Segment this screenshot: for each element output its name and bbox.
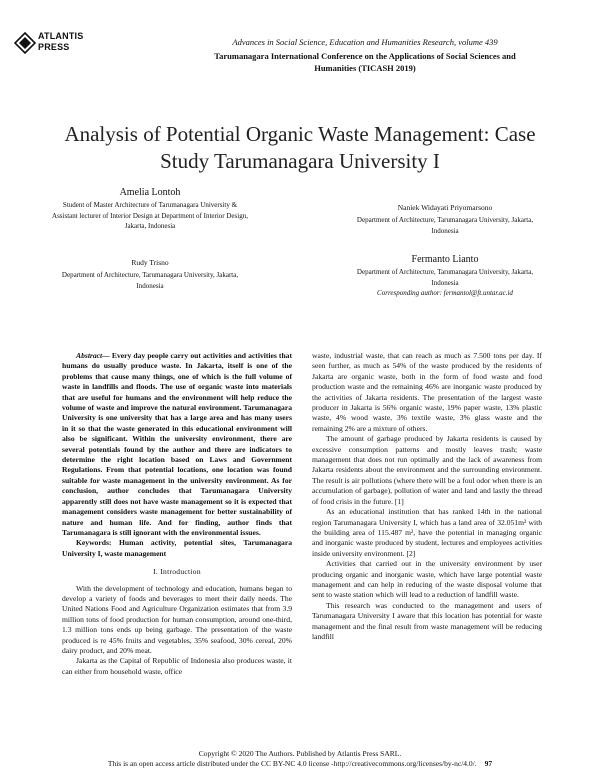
left-column	[62, 351, 292, 677]
copyright-line: Copyright © 2020 The Authors. Published by Atlantis Press SARL.	[198, 749, 402, 758]
journal-name: Advances in Social Science, Education and Humanities Research, volume 439	[232, 37, 498, 47]
paragraph: This research was conducted to the management and users of Tarumanagara University I aware that this location has potential for waste management and the final result from waste management will be reducing landfill	[312, 600, 542, 641]
atlantis-press-logo-icon	[14, 32, 36, 54]
paragraph: As an educational institution that has ranked 14th in the national region Tarumanagara University I, which has a land area of 32.051m² with the building area of 115.487 m², have the potential in managing organic and inorganic waste produced by student, lectures and employees activities inside university environment. [2]	[312, 507, 542, 558]
author-name: Rudy Trisno	[131, 258, 169, 267]
conference-name: Tarumanagara International Conference on the Applications of Social Sciences and Humanities (TICASH 2019)	[214, 51, 516, 73]
paragraph: Jakarta as the Capital of Republic of Indonesia also produces waste, it can either from household waste, office	[62, 656, 292, 676]
license-line	[0, 759, 600, 769]
page-number: 97	[484, 759, 493, 768]
author-name: Fermanto Lianto	[411, 254, 479, 265]
logo-line-2: PRESS	[38, 42, 70, 52]
author-block-2	[52, 256, 248, 291]
author-name: Amelia Lontoh	[119, 187, 181, 198]
author-block-4	[350, 253, 540, 299]
abstract-lead: Abstract—	[76, 351, 110, 360]
author-affiliation: Department of Architecture, Tarumanagara University, Jakarta, Indonesia	[61, 271, 239, 290]
paragraph: The amount of garbage produced by Jakarta residents is caused by excessive consumption patterns and mostly leaves trash; waste management that does not run optimally and the lack of awareness from Jakarta residents about the environment and the surrounding environment. The result is air pollutions (where there will be a foul odor when there is an accumulation of garbage), pollution of water and land and lastly the thread of food crisis in the future. [1]	[312, 434, 542, 506]
author-affiliation: Department of Architecture, Tarumanagara University, Jakarta, Indonesia	[356, 268, 534, 287]
paper-title: Analysis of Potential Organic Waste Management: Case Study Tarumanagara University I	[64, 122, 536, 173]
author-affiliation: Student of Master Architecture of Tarumanagara University & Assistant lecturer of Interior Design at Department of Interior Design, Jakarta, Indonesia	[52, 201, 248, 230]
author-name: Naniek Widayati Priyomarsono	[397, 203, 493, 212]
abstract	[62, 351, 292, 538]
logo-line-1: ATLANTIS	[38, 31, 84, 41]
author-block-1	[50, 186, 250, 232]
paragraph: waste, industrial waste, that can reach as much as 7.500 tons per day. If seen further, as much as 54% of the waste produced by the residents of Jakarta are organic waste, both in the form of food waste and food production waste and the remaining 46% are inorganic waste produced by the activities of Jakarta residents. The presentation of the largest waste producer in Jakarta is 56% organic waste, 19% paper waste, 13% plastic waste, 4% wood waste, 3% textile waste, 3% glass waste and the remaining 2% are a mixture of others.	[312, 351, 542, 433]
paragraph: Activities that carried out in the university environment by user producing organic and inorganic waste, which have large potential waste management and can help in reducing of the waste disposal volume that sent to waste station which will lead to a reduction of landfill waste.	[312, 559, 542, 600]
license-text: This is an open access article distributed under the CC BY-NC 4.0 license -http://creativecommons.org/licenses/by-nc/4.0/.	[107, 759, 477, 768]
page-footer	[0, 749, 600, 769]
author-email: Corresponding author: fermantol@ft.untar.ac.id	[377, 289, 513, 297]
right-column	[312, 351, 542, 642]
keywords: Keywords: Human activity, potential sites, Tarumanagara University I, waste management	[62, 538, 292, 558]
running-header	[130, 36, 600, 74]
paragraph: With the development of technology and education, humans began to develop a variety of foods and beverages to meet their daily needs. The United Nations Food and Agriculture Organization estimates that from 3.9 million tons of food production for human consumption, around one-third, 1.3 million tons ends up being garbage. The presentation of the waste produced is re 45% fruits and vegetables, 35% seafood, 30% cereal, 20% dairy product, and 20% meat.	[62, 583, 292, 655]
section-heading-introduction: I. Introduction	[153, 567, 201, 577]
author-affiliation: Department of Architecture, Tarumanagara University, Jakarta, Indonesia	[356, 216, 534, 235]
publisher-logo	[14, 30, 134, 64]
logo-text	[38, 31, 83, 53]
abstract-text: Every day people carry out activities and activities that humans do usually produce waste. In Jakarta, itself is one of the problems that cause many things, one of which is the full volume of waste in landfills and floods. The use of organic waste into materials that are useful for humans and the environment will help reduce the volume of waste and improve the natural environment. Tarumanagara University is one university that has a large area and has many users in it so that the waste generated in this educational environment will also be significant. Within the university environment, there are several potentials found by the author and there are indicators to determine the right location based on Laws and Government Regulations. From that potential locations, one location was found suitable for waste management in the university environment. As for conclusion, author concludes that Tarumanagara University apparently still does not have waste management so it is expected that management considers waste management for better sustainability of nature and human life. And for finding, author finds that Tarumanagara is still ignorant with the environmental issues.	[62, 351, 292, 537]
author-block-3	[350, 201, 540, 236]
